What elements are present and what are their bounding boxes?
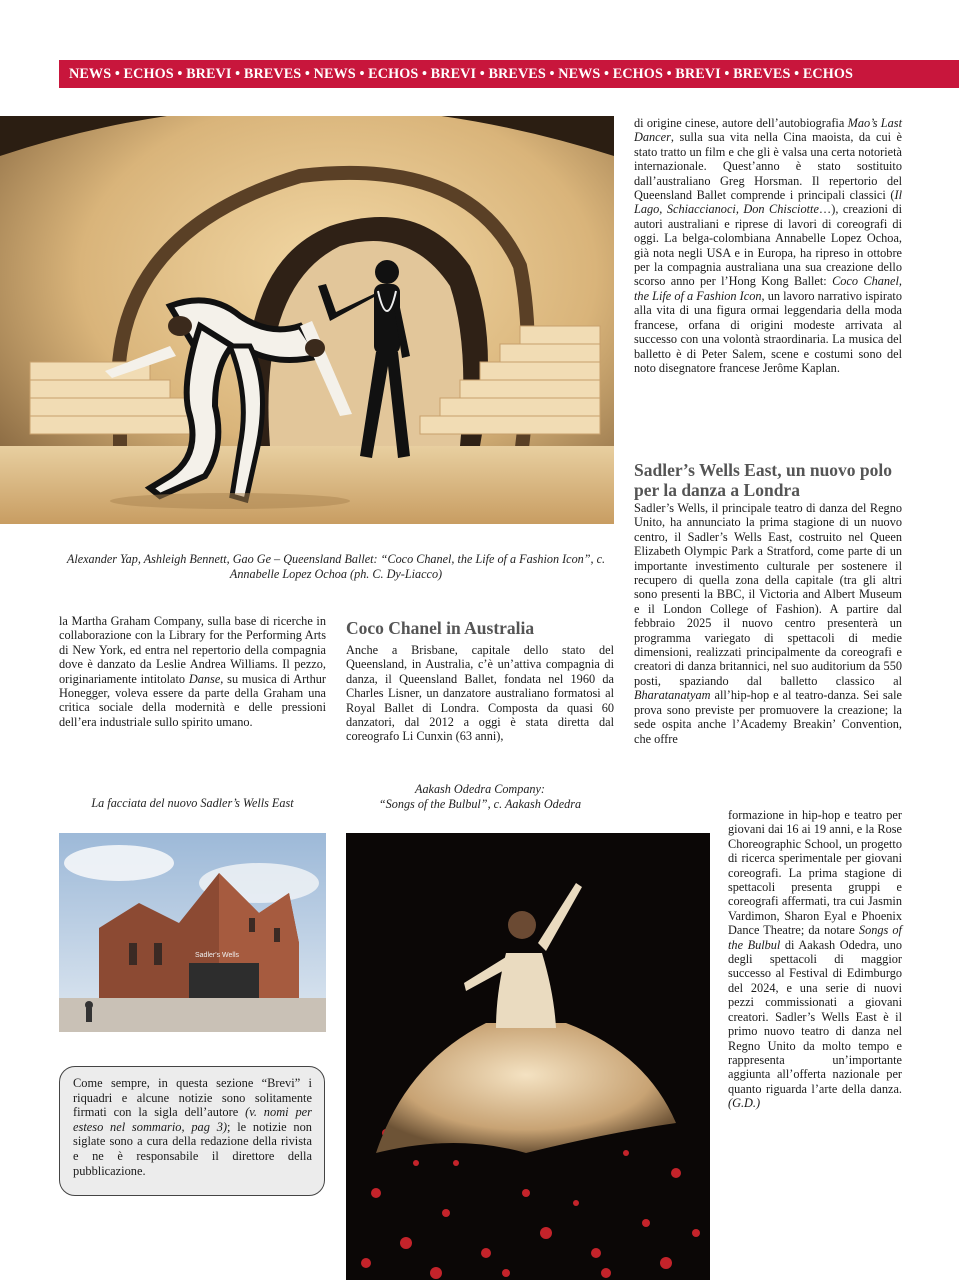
sadlers-wells-east-photo [59, 833, 326, 1032]
editorial-note-box: Come sempre, in questa sezione “Brevi” i riquadri e alcune notizie sono solitamente firmati con la sigla dell’autore (v. nomi per esteso nel sommario, pag 3); le notizie non siglate sono a cura della redazione della rivista e ne è responsabile il direttore della pubblicazione. [59, 1066, 325, 1196]
sadlers-wells-heading: Sadler’s Wells East, un nuovo polo per la danza a Londra [634, 460, 893, 500]
dancer-caption: Aakash Odedra Company: “Songs of the Bulbul”, c. Aakash Odedra [378, 782, 582, 811]
sadlers-wells-continuation: formazione in hip-hop e teatro per giovani dai 16 ai 19 anni, e la Rose Choreographic School, un progetto di ricerca sperimentale per giovani coreografi. La prima stagione di spettacoli presenta gruppi e coreografi affermati, tra cui Jasmin Vardimon, Sharon Eyal e Phoenix Dance Theatre; da notare Songs of the Bulbul di Aakash Odedra, uno degli spettacoli di maggior successo al Festival di Edimburgo del 2024, e una serie di nuovi pezzi commissionati a giovani creatori. Sadler’s Wells East è il primo nuovo teatro di danza nel Regno Unito da molto tempo e rappresenta un’importante aggiunta all’offerta nazionale per quanto riguarda l’arte della danza. (G.D.) [728, 808, 902, 1111]
stage-illustration [0, 116, 614, 524]
left-column-text: la Martha Graham Company, sulla base di ricerche in collaborazione con la Library for the Performing Arts di New York, ed entra nel repertorio della compagnia dove è danzato da Leslie Andrea Williams. Il pezzo, originariamente intitolato Danse, su musica di Arthur Honegger, voleva essere da parte della Graham una critica sociale della modernità e delle pressioni dell’era industriale sullo spirito umano. [59, 614, 326, 729]
aakash-odedra-photo [346, 833, 710, 1280]
coco-chanel-heading: Coco Chanel in Australia [346, 618, 535, 638]
top-photo-caption: Alexander Yap, Ashleigh Bennett, Gao Ge – Queensland Ballet: “Coco Chanel, the Life of a Fashion Icon”, c. Annabelle Lopez Ochoa (ph. C. Dy-Liacco) [66, 552, 606, 581]
coco-chanel-body: Anche a Brisbane, capitale dello stato del Queensland, in Australia, c’è un’attiva compagnia di danza, il Queensland Ballet, fondata nel 1960 da Charles Lisner, un danzatore australiano formatosi al Royal Ballet di Londra. Composta da quasi 60 danzatori, dal 2012 a oggi è stata diretta dal coreografo Li Cunxin (63 anni), [346, 643, 614, 744]
building-sign: Sadler's Wells [195, 952, 239, 959]
right-column-text: di origine cinese, autore dell’autobiografia Mao’s Last Dancer, sulla sua vita nella Cina maoista, da cui è stato tratto un film e che gli è valsa una certa notorietà internazionale. Quest’anno è stato sostituito dall’australiano Greg Horsman. Il repertorio del Queensland Ballet comprende i principali classici (Il Lago, Schiaccianoci, Don Chisciotte…), creazioni di autori australiani e riprese di lavori di coreografi di oggi. La belga-colombiana Annabelle Lopez Ochoa, già nota negli USA e in Europa, ha ripreso in ottobre per la compagnia australiana una sua creazione dello scorso anno per l’Hong Kong Ballet: Coco Chanel, the Life of a Fashion Icon, un lavoro narrativo ispirato alla vita di una figura ormai leggendaria della moda francese, orfana di origini modeste arrivata al successo con una volontà straordinaria. La musica del balletto è di Peter Salem, scene e costumi sono del noto disegnatore francese Jerôme Kaplan. [634, 116, 902, 375]
section-banner: NEWS • ECHOS • BREVI • BREVES • NEWS • ECHOS • BREVI • BREVES • NEWS • ECHOS • BREVI • BREVES • ECHOS [59, 60, 959, 88]
sadlers-wells-body: Sadler’s Wells, il principale teatro di danza del Regno Unito, ha annunciato la prima stagione di un nuovo centro, il Sadler’s Wells East, costruito nel Queen Elizabeth Olympic Park a Stratford, come parte di un importante investimento culturale per sostenere il recupero di quella zona della capitale (tra gli altri sono presenti la BBC, il Victoria and Albert Museum e il London College of Fashion). A partire dal febbraio 2025 il nuovo centro presenterà un programma variegato di spettacoli di medie dimensioni, realizzati principalmente da coreografi e creatori di danza britannici, nel suo auditorium da 550 posti, spaziando dal balletto classico al Bharatanatyam all’hip-hop e al teatro-danza. Sei sale prova sono previste per promuovere la creazione; la sede ospita anche l’Academy Breakin’ Convention, che offre [634, 501, 902, 746]
building-caption: La facciata del nuovo Sadler’s Wells East [91, 796, 294, 810]
queensland-ballet-photo [0, 116, 614, 524]
